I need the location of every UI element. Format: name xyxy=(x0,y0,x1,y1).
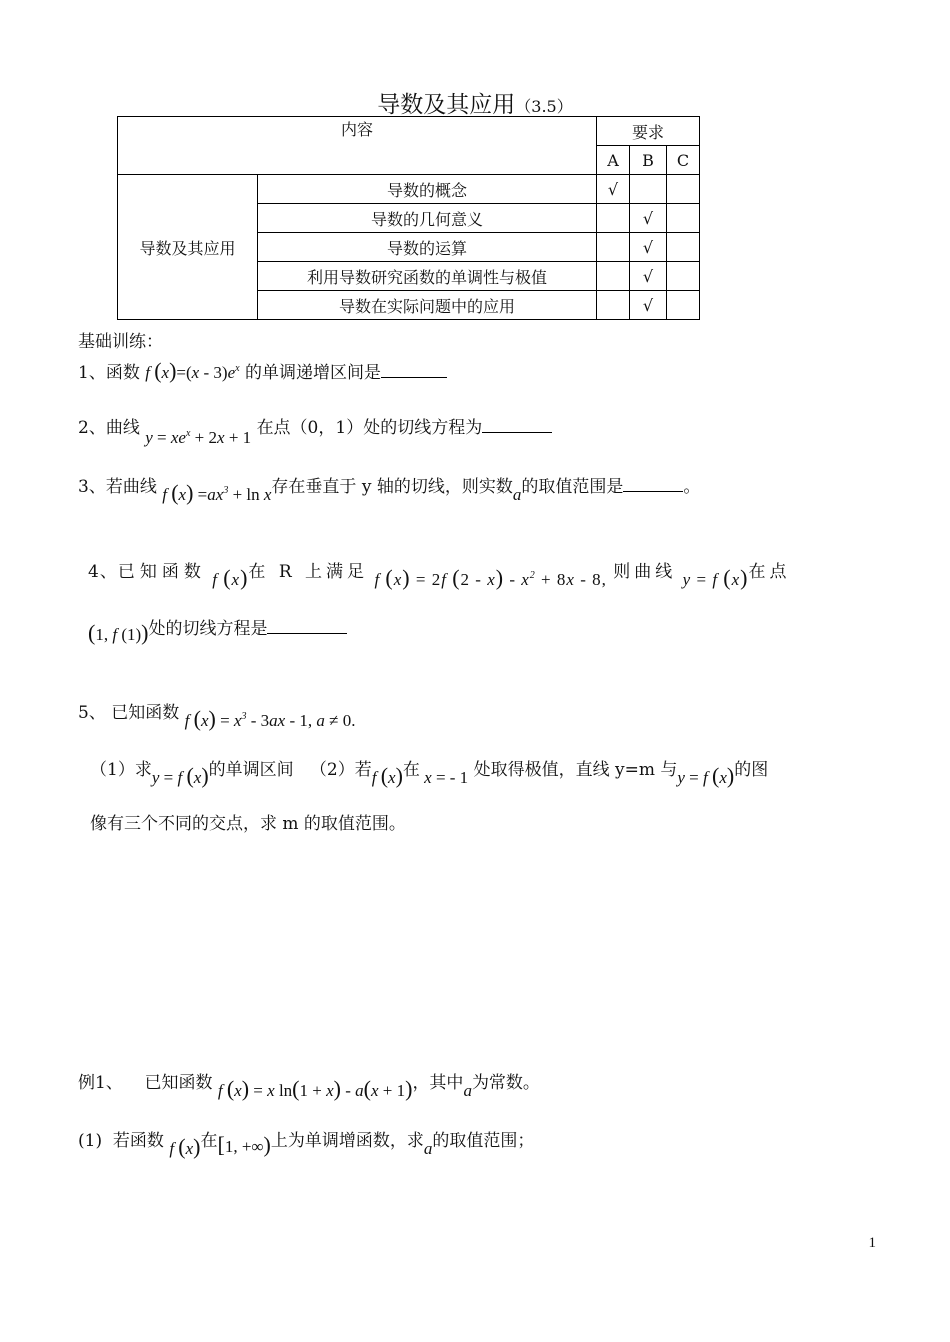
level-header-b: B xyxy=(630,146,667,175)
problem-2: 2、曲线 $y = xe^x + 2x + 1$ 在点（0，1）处的切线方程为 xyxy=(78,413,552,438)
problem-1: 1、函数 f $(x)=(x - 3)e^x$ 的单调递增区间是 xyxy=(78,358,447,384)
formula-2: $y = xe^x + 2x + 1$ xyxy=(145,428,252,447)
level-header-a: A xyxy=(597,146,630,175)
table-row-item: 导数在实际问题中的应用 xyxy=(258,291,597,320)
title-suffix: （3.5） xyxy=(515,97,573,116)
problem-4-line2: (1, f (1))处的切线方程是 xyxy=(88,614,347,640)
check-mark: √ xyxy=(630,204,667,233)
table-row-item: 导数的概念 xyxy=(258,175,597,204)
formula-3: f $(x) =ax^3 + \ln x$ xyxy=(162,480,272,505)
problem-5-part1-2: （1）求y = f (x)的单调区间 （2）若f (x)在 x = - 1 处取得极值，直线 y=m 与y = f (x)的图 xyxy=(90,760,769,788)
level-header-c: C xyxy=(667,146,700,175)
section-label: 基础训练： xyxy=(78,332,163,352)
requirements-table xyxy=(117,116,700,320)
table-row-item: 利用导数研究函数的单调性与极值 xyxy=(258,262,597,291)
header-content: 内容 xyxy=(118,117,597,175)
table-row-item: 导数的运算 xyxy=(258,233,597,262)
topic-cell: 导数及其应用 xyxy=(118,175,258,320)
answer-blank[interactable] xyxy=(482,418,552,433)
page-number: 1 xyxy=(868,1235,876,1251)
example-1-part1: (1) 若函数 f (x)在[1, +∞)上为单调增函数，求a的取值范围； xyxy=(78,1131,535,1159)
formula-4: f (x) = 2f $(2 - x) - x^2 + 8x - 8$, xyxy=(374,565,607,590)
answer-blank[interactable] xyxy=(623,477,683,492)
problem-4: 4、已知函数 f (x)在 R 上满足 f (x) = 2f $(2 - x) - x^2 + 8x - 8$, 则曲线 y = f (x)在点 xyxy=(88,562,791,590)
problem-3: 3、若曲线 f $(x) =ax^3 + \ln x$存在垂直于 y 轴的切线，则实数a的取值范围是 。 xyxy=(78,477,701,505)
check-mark: √ xyxy=(630,233,667,262)
check-mark: √ xyxy=(597,175,630,204)
page-title xyxy=(0,86,950,119)
problem-5: 5、 已知函数 f $(x) = x^3 - 3ax - 1$, a ≠ 0. xyxy=(78,703,356,731)
table-row-item: 导数的几何意义 xyxy=(258,204,597,233)
formula-1: f $(x)=(x - 3)e^x$ xyxy=(145,358,240,383)
problem-5-line3: 像有三个不同的交点，求 m 的取值范围。 xyxy=(90,814,406,834)
check-mark: √ xyxy=(630,291,667,320)
example-1: 例1、 已知函数 f (x) = x ln(1 + x) - a(x + 1)，其中a为常数。 xyxy=(78,1073,540,1101)
title-text: 导数及其应用 xyxy=(377,92,516,118)
formula-5: f $(x) = x^3 - 3ax - 1$, a ≠ 0. xyxy=(184,706,356,731)
example-formula: f (x) = x ln(1 + x) - a(x + 1) xyxy=(217,1076,413,1101)
interval-formula: [1, +∞) xyxy=(217,1132,271,1157)
answer-blank[interactable] xyxy=(267,619,347,634)
header-requirement: 要求 xyxy=(597,117,700,146)
point-formula: (1, f (1)) xyxy=(88,620,149,645)
answer-blank[interactable] xyxy=(381,363,447,378)
check-mark: √ xyxy=(630,262,667,291)
